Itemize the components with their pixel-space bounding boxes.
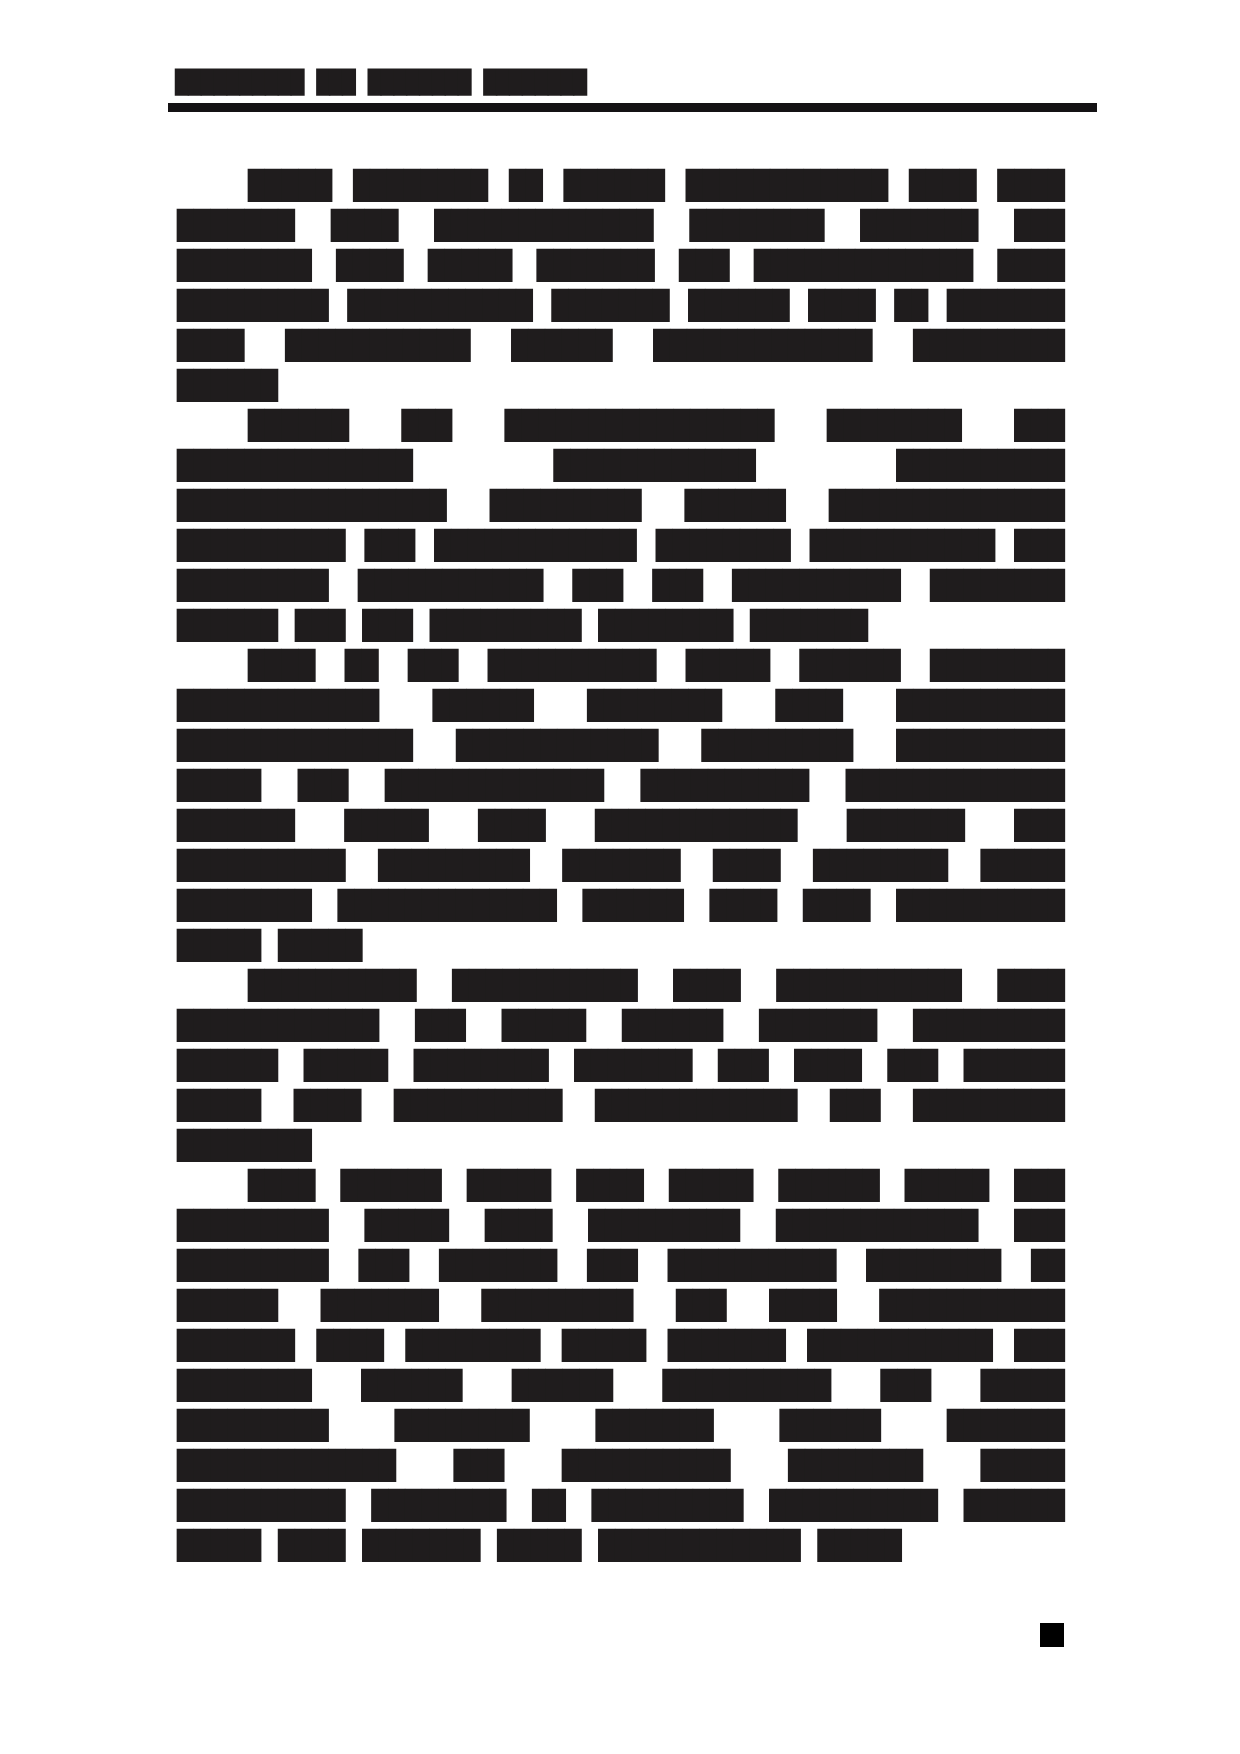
paragraph-4-redacted: ██████████ ███████████ ████ ███████████ ████ ████████████ ███ █████ ██████ ███████ █████████ ██████ █████ ████████ ███████ ███ ████ ███ ██████ █████ ████ ██████████ ████████████ ███ █████████ ████████ xyxy=(177,969,1065,1162)
end-of-article-square-icon xyxy=(1040,1623,1064,1647)
paragraph-3-redacted: ████ ██ ███ ██████████ █████ ██████ ████████ ████████████ ██████ ████████ ████ ██████████ ██████████████ ████████████ █████████ ██████████ █████ ███ █████████████ ██████████ █████████████ ███████ █████ ████ ████████████ ███████ ███ ██████████ █████████ ███████ ████ ████████ █████ ████████ █████████████ ██████ ████ ████ ██████████ █████ █████ xyxy=(177,649,1065,962)
paragraph-1-redacted: █████ ████████ ██ ██████ ████████████ ████ ████ ███████ ████ █████████████ ████████ ███████ ███ ████████ ████ █████ ███████ ███ █████████████ ████ █████████ ███████████ ███████ ██████ ████ ██ ███████ ████ ███████████ ██████ █████████████ █████████ ██████ xyxy=(177,169,1065,402)
paragraph-5-redacted: ████ ██████ █████ ████ █████ ██████ █████ ███ █████████ █████ ████ █████████ ████████████ ███ █████████ ███ ███████ ███ ██████████ ████████ ██ ██████ ███████ █████████ ███ ████ ███████████ ███████ ████ ████████ █████ ███████ ███████████ ███ ████████ ██████ ██████ ██████████ ███ █████ █████████ ████████ ███████ ██████ ███████ █████████████ ███ ██████████ ████████ █████ ██████████ ████████ ██ █████████ ██████████ ██████ █████ ████ ███████ █████ ████████████ █████ xyxy=(177,1169,1065,1562)
article-body xyxy=(177,166,1065,1566)
paragraph-2-redacted: ██████ ███ ████████████████ ████████ ███ ██████████████ ████████████ ██████████ ████████████████ █████████ ██████ ██████████████ ██████████ ███ ████████████ ████████ ███████████ ███ █████████ ███████████ ███ ███ ██████████ ████████ ██████ ███ ███ █████████ ████████ ███████ xyxy=(177,409,1065,642)
header-rule xyxy=(168,103,1097,112)
running-head-redacted: ██████████ ███ ████████ ████████ xyxy=(175,70,587,96)
